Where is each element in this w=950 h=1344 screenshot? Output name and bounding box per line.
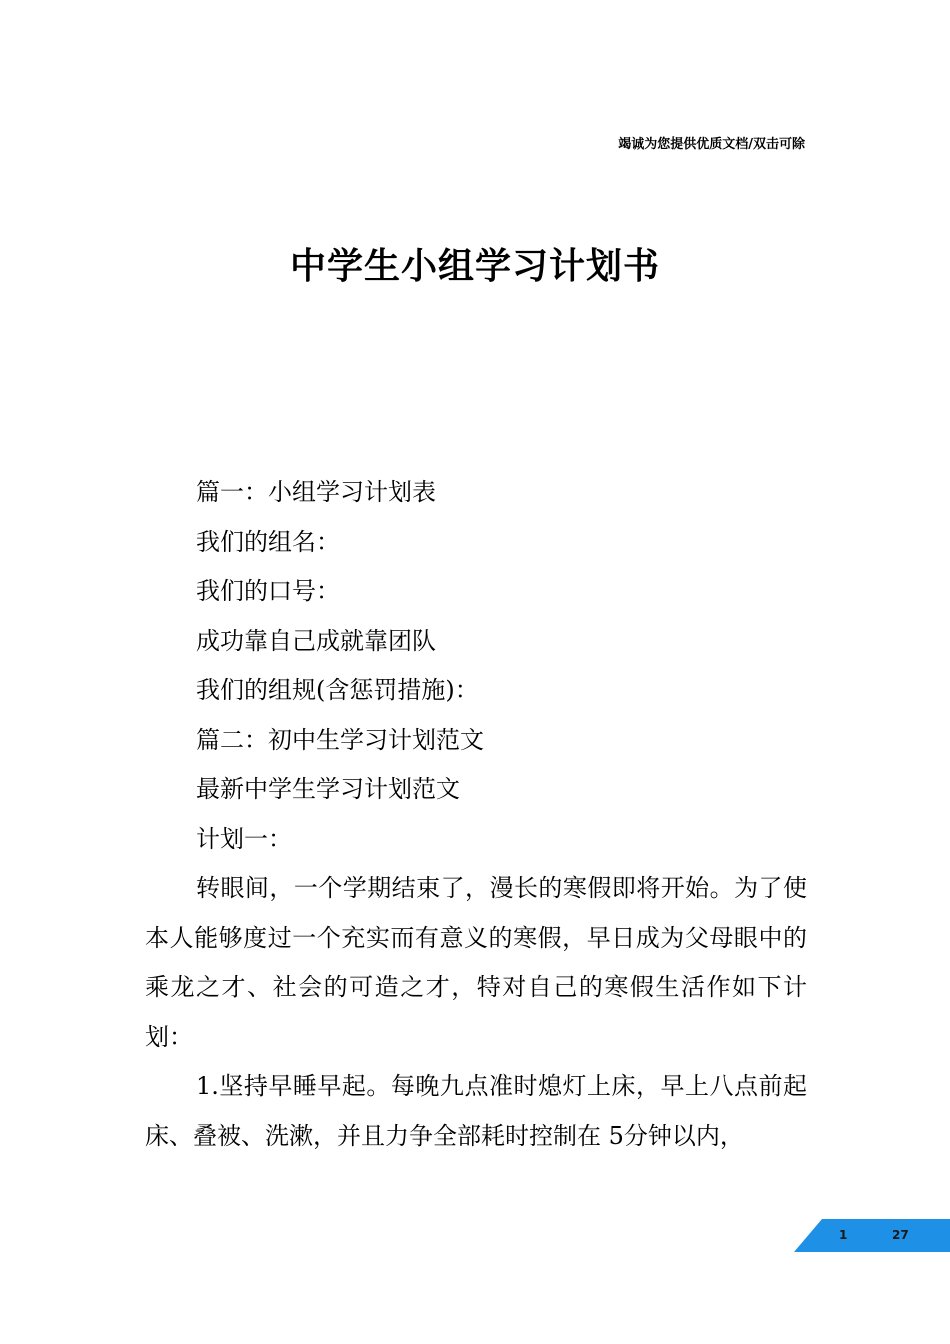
paragraph: 1.坚持早睡早起。每晚九点准时熄灯上床，早上八点前起床、叠被、洗漱，并且力争全部耗时控制在 5分钟以内， [145,1072,807,1150]
text-line: 篇一：小组学习计划表 [196,478,436,506]
page-number: 1 [839,1228,848,1242]
document-title: 中学生小组学习计划书 [289,246,660,287]
page-badge-shape [794,1219,950,1252]
text-line: 我们的口号： [196,577,340,605]
document-body [145,468,807,1161]
text-line: 篇二：初中生学习计划范文 [196,725,484,754]
text-line: 计划一： [196,824,292,853]
page-total: 27 [892,1228,909,1242]
header-note: 竭诚为您提供优质文档/双击可除 [618,137,805,152]
text-line: 最新中学生学习计划范文 [196,775,460,803]
page-indicator [794,1219,950,1252]
text-line: 我们的组规(含惩罚措施)： [196,676,479,704]
text-line: 我们的组名： [196,527,340,556]
paragraph: 转眼间，一个学期结束了，漫长的寒假即将开始。为了使本人能够度过一个充实而有意义的寒假，早日成为父母眼中的乘龙之才、社会的可造之才，特对自己的寒假生活作如下计划： [145,874,807,1051]
text-line: 成功靠自己成就靠团队 [196,626,436,655]
